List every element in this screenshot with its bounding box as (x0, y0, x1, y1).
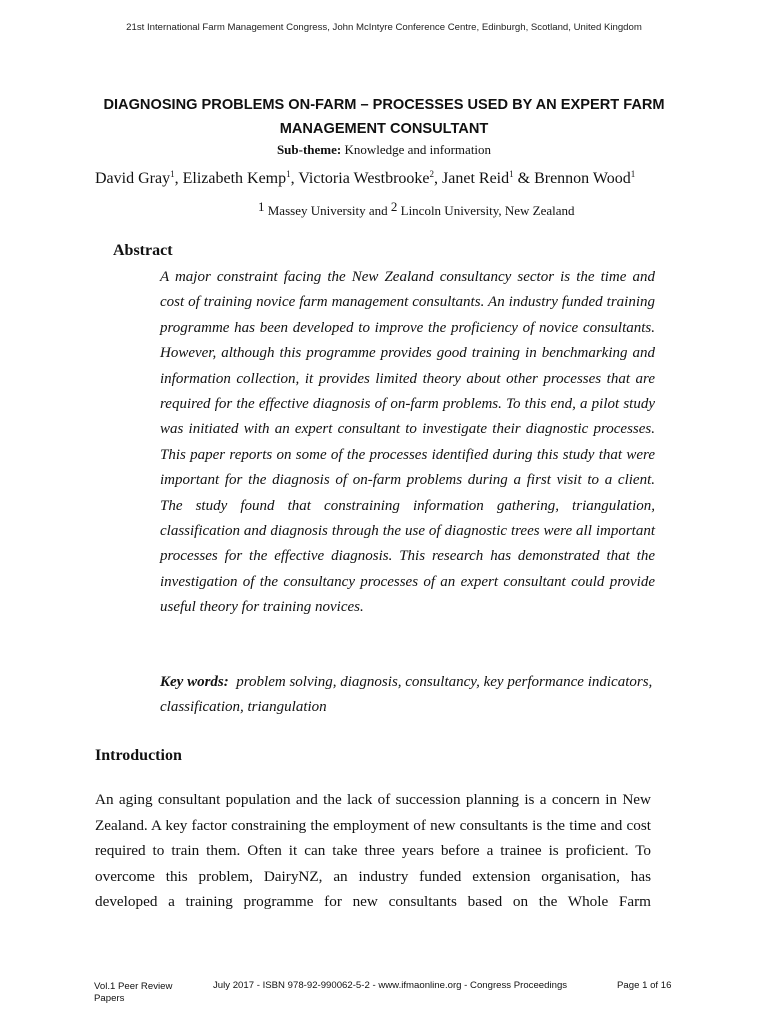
author-name: Janet Reid (442, 170, 510, 187)
page-number: Page 1 of 16 (617, 980, 672, 991)
affiliations (258, 199, 575, 219)
keywords (160, 670, 655, 719)
author-separator: , (434, 170, 443, 187)
author-separator: , (174, 170, 183, 187)
affil-institution-2: Lincoln University, New Zealand (400, 203, 575, 218)
keywords-label: Key words: (160, 674, 229, 690)
running-header: 21st International Farm Management Congress, John McIntyre Conference Centre, Edinburgh, Scotland, United Kingdom (126, 22, 642, 33)
paper-title: DIAGNOSING PROBLEMS ON-FARM – PROCESSES USED BY AN EXPERT FARM MANAGEMENT CONSULTANT (103, 97, 665, 137)
introduction-text: An aging consultant population and the lack of succession planning is a concern in New Zealand. A key factor constraining the employment of new consultants is the time and cost required to train them. Often it can take three years before a trainee is proficient. To overcome this problem, DairyNZ, an industry funded extension organisation, has developed a training programme for new consultants based on the Whole Farm (95, 791, 651, 910)
subtheme (0, 142, 768, 158)
author-separator: & (513, 170, 535, 187)
author-affil-sup: 1 (286, 169, 291, 179)
author-name: Victoria Westbrooke (298, 170, 430, 187)
author-separator: , (290, 170, 299, 187)
author-affil-sup: 1 (509, 169, 514, 179)
author-affil-sup: 1 (170, 169, 175, 179)
abstract-heading: Abstract (113, 242, 173, 259)
subtheme-value: Knowledge and information (344, 142, 492, 157)
abstract-text: A major constraint facing the New Zealand consultancy sector is the time and cost of training novice farm management consultants. An industry funded training programme has been developed to improve the proficiency of novice consultants. However, although this programme provides good training in benchmarking and information collection, it provides limited theory about other processes that are required for the effective diagnosis of on-farm problems. To this end, a pilot study was initiated with an expert consultant to investigate their diagnostic processes. This paper reports on some of the processes identified during this study that were important for the diagnosis of on-farm problems during a first visit to a client. The study found that constraining information gathering, triangulation, classification and diagnosis through the use of diagnostic trees were all important processes for the effective diagnosis. This research has demonstrated that the investigation of the consultancy processes of an expert consultant could provide useful theory for training novices. (160, 269, 655, 616)
affil-sup-2: 2 (390, 199, 398, 214)
affil-institution-1: Massey University and (267, 203, 388, 218)
author-name: Brennon Wood (534, 170, 631, 187)
author-list (95, 170, 695, 188)
footer-publication-info: July 2017 - ISBN 978-92-990062-5-2 - www.ifmaonline.org - Congress Proceedings (213, 980, 568, 991)
author-affil-sup: 2 (429, 169, 435, 179)
subtheme-label: Sub-theme: (276, 142, 342, 157)
author-name: Elizabeth Kemp (182, 170, 287, 187)
author-name: David Gray (95, 170, 171, 187)
introduction-heading: Introduction (95, 747, 182, 764)
affil-sup-1: 1 (258, 199, 265, 214)
footer-volume: Vol.1 Peer Review Papers (94, 981, 173, 1004)
author-affil-sup: 1 (630, 169, 636, 179)
keywords-text: problem solving, diagnosis, consultancy, key performance indicators, classification, triangulation (160, 674, 653, 715)
